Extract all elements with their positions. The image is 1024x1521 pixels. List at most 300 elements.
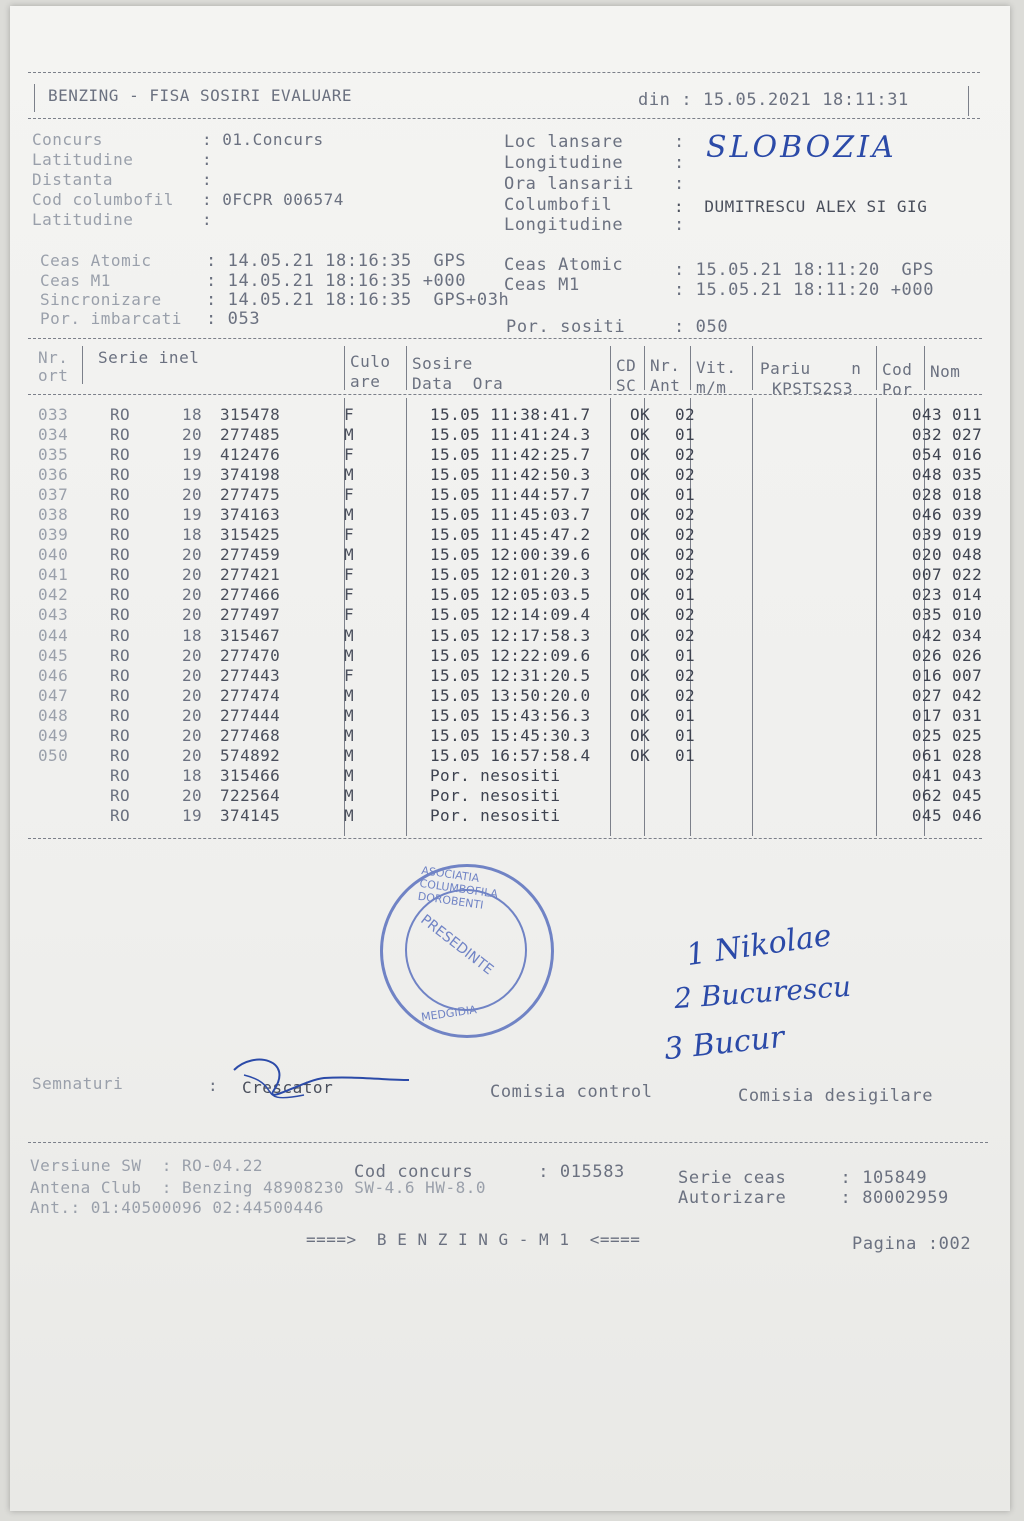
info-ora-lansarii-label: Ora lansarii	[504, 174, 656, 194]
table-row	[32, 705, 1002, 725]
info-loc-lansare-colon: :	[674, 132, 685, 152]
row-status: OK	[630, 404, 651, 424]
row-arrival: 15.05 11:38:41.7	[430, 404, 591, 424]
row-sex: F	[343, 404, 354, 424]
row-year: 20	[182, 645, 203, 665]
row-cod-por: 026	[911, 645, 942, 665]
info-concurs-value: : 01.Concurs	[202, 130, 324, 149]
clock-atomic-right-label: Ceas Atomic	[504, 255, 667, 275]
row-status: OK	[630, 685, 651, 705]
signatures-colon: :	[208, 1076, 219, 1095]
row-antenna	[664, 786, 706, 806]
row-ring-number: 315466	[220, 766, 281, 786]
table-row	[32, 585, 1002, 605]
row-nr: 035	[38, 444, 69, 464]
row-nom: 022	[952, 565, 983, 585]
row-year: 20	[182, 484, 203, 504]
col-divider-4	[610, 346, 611, 390]
row-antenna: 02	[674, 545, 696, 565]
col-cd: CD	[616, 356, 637, 375]
row-status: OK	[630, 645, 651, 665]
row-arrival: 15.05 11:45:03.7	[430, 505, 591, 525]
row-speed	[706, 705, 768, 725]
info-latitudine2-label: Latitudine	[32, 210, 195, 229]
row-sex: M	[343, 424, 354, 444]
row-pariu	[768, 504, 894, 524]
stamp-bottom-text: MEDGIDIA	[420, 1003, 478, 1024]
row-nr: 037	[38, 484, 69, 504]
row-country: RO	[110, 404, 131, 424]
row-arrival: 15.05 12:31:20.5	[430, 665, 591, 685]
row-ring-number: 277497	[220, 605, 281, 625]
table-row	[32, 605, 1002, 625]
clock-sync-value: : 14.05.21 18:16:35 GPS+03h	[206, 290, 510, 310]
info-longitudine2-label: Longitudine	[504, 215, 656, 235]
row-speed	[706, 525, 768, 545]
row-pariu	[768, 424, 894, 444]
row-ring-number: 277485	[220, 424, 281, 444]
row-pariu	[768, 786, 894, 806]
row-cod-por: 043	[911, 404, 942, 424]
row-nom: 046	[952, 806, 983, 826]
row-country: RO	[110, 665, 131, 685]
table-row	[32, 545, 1002, 565]
por-imbarcati-value: : 053	[206, 309, 261, 329]
row-sex: M	[343, 786, 354, 806]
row-nom: 011	[952, 404, 983, 424]
row-nr: 044	[38, 625, 69, 645]
handwritten-loc-lansare: SLOBOZIA	[706, 130, 897, 165]
row-country: RO	[110, 585, 131, 605]
table-row	[32, 726, 1002, 746]
info-ora-lansarii-colon: :	[674, 174, 685, 194]
info-distanta-label: Distanta	[32, 170, 195, 189]
row-antenna: 02	[674, 505, 696, 525]
row-speed	[706, 605, 768, 625]
signature-crescator: Crescator	[242, 1078, 334, 1097]
row-speed	[706, 786, 768, 806]
row-pariu	[768, 525, 894, 545]
row-status: OK	[630, 525, 651, 545]
row-ring-number: 412476	[220, 444, 281, 464]
row-culoare	[358, 766, 424, 786]
row-speed	[706, 464, 768, 484]
row-nom: 026	[952, 645, 983, 665]
row-sex: M	[343, 726, 354, 746]
row-status: OK	[630, 444, 651, 464]
clock-atomic-value: : 14.05.21 18:16:35 GPS	[206, 251, 467, 271]
row-nom: 042	[952, 685, 983, 705]
row-speed	[706, 424, 768, 444]
row-speed	[706, 665, 768, 685]
row-cod-por: 016	[911, 665, 942, 685]
row-nr: 036	[38, 464, 69, 484]
row-culoare	[358, 665, 424, 685]
row-status	[630, 766, 664, 786]
row-nom: 048	[952, 545, 983, 565]
info-latitudine-value: :	[202, 150, 213, 169]
row-arrival: 15.05 12:05:03.5	[430, 585, 591, 605]
row-cod-por: 054	[911, 444, 942, 464]
header-bottom-rule	[28, 118, 980, 119]
footer-serie-ceas: Serie ceas : 105849	[678, 1168, 928, 1188]
row-sex: M	[343, 545, 354, 565]
row-cod-por: 048	[911, 464, 942, 484]
col-kpsts: KPSTS2S3	[772, 379, 854, 398]
row-nr	[32, 806, 102, 826]
col-sosire: Sosire	[412, 354, 473, 373]
row-culoare	[358, 705, 424, 725]
col-divider-6	[690, 346, 691, 390]
col-ant: Ant	[650, 376, 681, 395]
row-culoare	[358, 605, 424, 625]
row-country: RO	[110, 424, 131, 444]
row-status	[630, 786, 664, 806]
row-status: OK	[630, 585, 651, 605]
row-nr: 047	[38, 685, 69, 705]
signatures-label: Semnaturi	[32, 1074, 124, 1093]
info-longitudine-label: Longitudine	[504, 153, 656, 173]
col-are: are	[350, 372, 381, 391]
por-imbarcati-label: Por. imbarcati	[40, 309, 182, 328]
row-pariu	[768, 645, 894, 665]
info-latitudine2-value: :	[202, 210, 213, 229]
row-country: RO	[110, 505, 131, 525]
col-divider-3	[406, 346, 407, 390]
row-country: RO	[110, 464, 131, 484]
row-antenna	[664, 766, 706, 786]
col-nom: Nom	[930, 362, 961, 381]
row-nr: 043	[38, 605, 69, 625]
footer-cod-concurs: Cod concurs : 015583	[354, 1162, 625, 1182]
row-speed	[706, 746, 768, 766]
row-sex: F	[343, 665, 354, 685]
row-speed	[706, 404, 768, 424]
row-arrival: 15.05 12:17:58.3	[430, 625, 591, 645]
info-longitudine-colon: :	[674, 153, 685, 173]
row-year: 19	[182, 464, 203, 484]
row-sex: F	[343, 525, 354, 545]
row-status: OK	[630, 545, 651, 565]
row-nom: 039	[952, 505, 983, 525]
row-nr: 034	[38, 424, 69, 444]
printout-sheet	[10, 6, 1010, 1511]
por-sositi-label: Por. sositi	[506, 317, 669, 337]
row-antenna: 01	[674, 585, 696, 605]
row-year: 20	[182, 705, 203, 725]
row-speed	[706, 484, 768, 504]
row-cod-por: 035	[911, 605, 942, 625]
row-cod-por: 039	[911, 525, 942, 545]
row-year: 18	[182, 404, 203, 424]
row-antenna: 02	[674, 685, 696, 705]
row-nom: 043	[952, 766, 983, 786]
row-pariu	[768, 565, 894, 585]
table-top-rule	[28, 338, 982, 339]
row-sex: M	[343, 625, 354, 645]
table-header-rule	[28, 394, 982, 395]
row-arrival: Por. nesositi	[430, 806, 561, 826]
row-sex: M	[343, 806, 354, 826]
row-culoare	[358, 424, 424, 444]
row-pariu	[768, 665, 894, 685]
table-bottom-rule	[28, 838, 982, 839]
row-ring-number: 374198	[220, 464, 281, 484]
col-nr: Nr.	[38, 348, 69, 367]
row-status: OK	[630, 505, 651, 525]
row-culoare	[358, 444, 424, 464]
row-year: 20	[182, 746, 203, 766]
clock-m1-right-label: Ceas M1	[504, 275, 667, 295]
row-year: 18	[182, 625, 203, 645]
row-cod-por: 025	[911, 726, 942, 746]
row-status: OK	[630, 565, 651, 585]
row-nom: 014	[952, 585, 983, 605]
footer-antena: Antena Club : Benzing 48908230 SW-4.6 HW-8.0	[30, 1178, 486, 1197]
row-pariu	[768, 625, 894, 645]
row-nr: 039	[38, 525, 69, 545]
handwritten-name-3: 3 Bucur	[662, 1019, 786, 1068]
row-antenna: 02	[674, 625, 696, 645]
row-arrival: Por. nesositi	[430, 786, 561, 806]
row-year: 20	[182, 585, 203, 605]
row-ring-number: 374163	[220, 505, 281, 525]
row-arrival: 15.05 12:22:09.6	[430, 645, 591, 665]
row-speed	[706, 565, 768, 585]
row-speed	[706, 645, 768, 665]
row-country: RO	[110, 705, 131, 725]
row-pariu	[768, 484, 894, 504]
row-nom: 027	[952, 424, 983, 444]
row-nr: 040	[38, 545, 69, 565]
col-por: Por	[882, 380, 913, 399]
col-data-ora: Data Ora	[412, 374, 504, 393]
row-ring-number: 315467	[220, 625, 281, 645]
row-pariu	[768, 444, 894, 464]
row-nom: 035	[952, 464, 983, 484]
row-antenna: 02	[674, 444, 696, 464]
row-speed	[706, 545, 768, 565]
row-status: OK	[630, 464, 651, 484]
info-columbofil-label: Columbofil	[504, 195, 656, 215]
row-year: 18	[182, 766, 203, 786]
row-country: RO	[110, 605, 131, 625]
footer-brand: ====> B E N Z I N G - M 1 <====	[306, 1230, 641, 1249]
col-nr2: Nr.	[650, 356, 681, 375]
col-divider-7	[752, 346, 753, 390]
row-year: 20	[182, 605, 203, 625]
row-speed	[706, 504, 768, 524]
row-nom: 016	[952, 444, 983, 464]
row-country: RO	[110, 645, 131, 665]
row-culoare	[358, 726, 424, 746]
row-speed	[706, 806, 768, 826]
row-nr: 038	[38, 505, 69, 525]
signature-comisia-desigilare: Comisia desigilare	[738, 1086, 934, 1106]
row-year: 20	[182, 786, 203, 806]
col-pariu: Pariu n	[760, 359, 862, 378]
row-culoare	[358, 484, 424, 504]
table-row	[32, 685, 1002, 705]
row-country: RO	[110, 806, 131, 826]
row-ring-number: 315425	[220, 525, 281, 545]
row-pariu	[768, 404, 894, 424]
signature-comisia-control: Comisia control	[490, 1082, 653, 1102]
row-culoare	[358, 545, 424, 565]
clock-m1-value: : 14.05.21 18:16:35 +000	[206, 271, 467, 291]
info-cod-value: : 0FCPR 006574	[202, 190, 344, 209]
row-antenna: 02	[674, 665, 696, 685]
row-antenna: 01	[674, 746, 696, 766]
col-vit: Vit.	[696, 358, 737, 377]
footer-versiune: Versiune SW : RO-04.22	[30, 1156, 264, 1175]
row-pariu	[768, 464, 894, 484]
row-culoare	[358, 806, 424, 826]
row-status: OK	[630, 484, 651, 504]
row-country: RO	[110, 766, 131, 786]
row-year: 20	[182, 565, 203, 585]
col-divider-2	[344, 346, 345, 390]
row-status: OK	[630, 726, 651, 746]
row-nom: 018	[952, 484, 983, 504]
row-country: RO	[110, 746, 131, 766]
row-sex: M	[343, 645, 354, 665]
row-status	[630, 806, 664, 826]
table-row	[32, 525, 1002, 545]
footer-page-number: Pagina :002	[852, 1234, 972, 1254]
row-nom: 045	[952, 786, 983, 806]
row-arrival: 15.05 11:45:47.2	[430, 525, 591, 545]
row-cod-por: 028	[911, 484, 942, 504]
row-sex: M	[343, 685, 354, 705]
row-culoare	[358, 645, 424, 665]
row-sex: F	[343, 484, 354, 504]
row-nr: 050	[38, 746, 69, 766]
report-printed-date: din : 15.05.2021 18:11:31	[638, 90, 909, 110]
row-nom: 025	[952, 726, 983, 746]
row-year: 20	[182, 685, 203, 705]
row-nom: 028	[952, 746, 983, 766]
row-arrival: 15.05 15:45:30.3	[430, 726, 591, 746]
info-distanta-value: :	[202, 170, 213, 189]
row-status: OK	[630, 746, 651, 766]
col-divider-8	[876, 346, 877, 390]
row-culoare	[358, 525, 424, 545]
row-arrival: 15.05 11:44:57.7	[430, 484, 591, 504]
arrivals-table-body	[32, 404, 1002, 826]
col-ort: ort	[38, 366, 69, 385]
row-nom: 031	[952, 705, 983, 725]
table-row	[32, 404, 1002, 424]
row-nr	[32, 786, 102, 806]
row-ring-number: 374145	[220, 806, 281, 826]
col-culo: Culo	[350, 352, 391, 371]
row-cod-por: 045	[911, 806, 942, 826]
row-ring-number: 277443	[220, 665, 281, 685]
row-status: OK	[630, 705, 651, 725]
table-row	[32, 484, 1002, 504]
row-pariu	[768, 685, 894, 705]
row-ring-number: 277475	[220, 484, 281, 504]
row-nom: 034	[952, 625, 983, 645]
association-stamp	[380, 864, 554, 1038]
row-status: OK	[630, 665, 651, 685]
row-antenna: 01	[674, 484, 696, 504]
row-culoare	[358, 786, 424, 806]
report-title: BENZING - FISA SOSIRI EVALUARE	[48, 86, 352, 105]
row-pariu	[768, 605, 894, 625]
row-cod-por: 007	[911, 565, 942, 585]
clock-sync-label: Sincronizare	[40, 290, 182, 309]
row-sex: F	[343, 565, 354, 585]
stamp-outer-text: ASOCIATIA COLUMBOFILA DOROBENTI	[416, 864, 499, 912]
row-cod-por: 046	[911, 505, 942, 525]
footer-ant: Ant.: 01:40500096 02:44500446	[30, 1198, 324, 1217]
row-sex: M	[343, 766, 354, 786]
row-arrival: Por. nesositi	[430, 766, 561, 786]
row-nr: 045	[38, 645, 69, 665]
row-ring-number: 277474	[220, 685, 281, 705]
col-divider-1	[82, 346, 83, 384]
row-cod-por: 023	[911, 585, 942, 605]
table-row	[32, 424, 1002, 444]
row-year: 19	[182, 505, 203, 525]
col-sc: SC	[616, 376, 637, 395]
row-ring-number: 315478	[220, 404, 281, 424]
table-row	[32, 504, 1002, 524]
row-antenna: 02	[674, 525, 696, 545]
row-ring-number: 277470	[220, 645, 281, 665]
row-culoare	[358, 464, 424, 484]
row-speed	[706, 625, 768, 645]
row-year: 19	[182, 444, 203, 464]
row-nr: 041	[38, 565, 69, 585]
row-status: OK	[630, 625, 651, 645]
row-nr: 046	[38, 665, 69, 685]
row-antenna	[664, 806, 706, 826]
footer-autorizare: Autorizare : 80002959	[678, 1188, 949, 1208]
row-antenna: 02	[674, 464, 696, 484]
row-sex: M	[343, 705, 354, 725]
row-antenna: 01	[674, 424, 696, 444]
row-ring-number: 277421	[220, 565, 281, 585]
handwritten-name-1: 1 Nikolae	[684, 918, 834, 973]
row-pariu	[768, 545, 894, 565]
info-columbofil-value: : DUMITRESCU ALEX SI GIG	[674, 197, 928, 216]
row-nr: 048	[38, 705, 69, 725]
row-country: RO	[110, 726, 131, 746]
row-arrival: 15.05 11:41:24.3	[430, 424, 591, 444]
row-nr: 033	[38, 404, 69, 424]
row-pariu	[768, 806, 894, 826]
row-nom: 019	[952, 525, 983, 545]
row-status: OK	[630, 424, 651, 444]
row-antenna: 02	[674, 404, 696, 424]
table-row	[32, 625, 1002, 645]
header-left-bar	[34, 84, 35, 112]
header-right-bar	[968, 86, 969, 116]
row-country: RO	[110, 484, 131, 504]
row-cod-por: 032	[911, 424, 942, 444]
row-antenna: 02	[674, 565, 696, 585]
row-ring-number: 574892	[220, 746, 281, 766]
row-nom: 007	[952, 665, 983, 685]
row-culoare	[358, 746, 424, 766]
footer-rule	[28, 1142, 988, 1143]
info-latitudine-label: Latitudine	[32, 150, 195, 169]
info-longitudine2-colon: :	[674, 215, 685, 235]
row-sex: M	[343, 746, 354, 766]
